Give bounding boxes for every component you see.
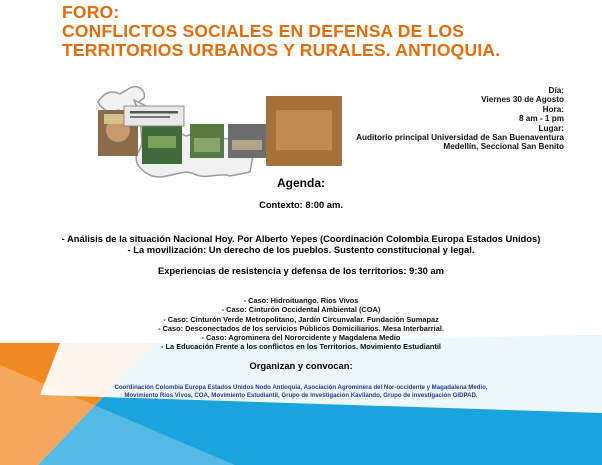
place-value-1: Auditorio principal Universidad de San Buenaventura [356, 133, 564, 143]
mountain-photo-detail [194, 138, 220, 152]
agenda-cases [0, 296, 602, 352]
agenda-heading: Agenda: [277, 176, 325, 190]
title-line-3: TERRITORIOS URBANOS Y RURALES. ANTIOQUIA. [62, 40, 501, 60]
case-item: - Caso: Desconectados de los servicios Públicos Domiciliarios. Mesa Interbarrial. [158, 323, 444, 333]
background-shapes [0, 335, 602, 465]
place-label: Lugar: [538, 123, 564, 133]
sign-photo-text [130, 111, 178, 114]
organizers-line-2: Movimiento Ríos Vivos, COA, Movimiento Estudiantil, Grupo de Investigación Kavilando, Grupo de investigación GIDPAD. [124, 392, 478, 399]
sign-photo-text-2 [130, 116, 170, 118]
agenda-experiencias: Experiencias de resistencia y defensa de los territorios: 9:30 am [157, 265, 445, 276]
organizers-line-1: Coordinación Colombia Europa Estados Unidos Nodo Antioquia, Asociación Agrominera del Nor-occidente y Magadalena Medio, [114, 384, 488, 391]
forum-title [62, 3, 592, 60]
case-item: - Caso: Cinturón Verde Metropolitano, Jardín Circunvalar. Fundación Sumapaz [163, 314, 439, 324]
organizers-list [0, 384, 602, 400]
case-item: - Caso: Hidroituango. Ríos Vivos [243, 296, 359, 305]
street-protest-photo-detail [232, 140, 262, 150]
event-info [264, 86, 564, 152]
agenda-contexto: Contexto: 8:00 am. [259, 199, 343, 210]
day-value: Viernes 30 de Agosto [481, 95, 564, 105]
case-item: - Caso: Agrominera del Nororcidente y Magdalena Medio [201, 333, 401, 343]
title-line-2: CONFLICTOS SOCIALES EN DEFENSA DE LOS [62, 21, 465, 41]
title-line-1: FORO: [62, 2, 120, 22]
case-item: - Caso: Cinturón Occidental Ambiental (COA) [221, 305, 381, 315]
agenda-analysis [0, 233, 602, 255]
analysis-item-1: - Análisis de la situación Nacional Hoy. Por Alberto Yepes (Coordinación Colombia Europa Estados Unidos) [61, 233, 541, 244]
place-value-2: Medellín, Seccional San Benito [443, 142, 564, 152]
analysis-item-2: - La movilización: Un derecho de los pueblos. Sustento constitucional y legal. [127, 244, 475, 255]
day-label: Día: [548, 86, 564, 95]
time-label: Hora: [542, 104, 564, 114]
case-item: - La Educación Frente a los conflictos en los Territorios. Movimiento Estudiantil [161, 342, 441, 352]
organizers-heading: Organizan y convocan: [249, 360, 353, 371]
protest-photo-2-detail [148, 136, 176, 148]
time-value: 8 am - 1 pm [518, 114, 564, 124]
